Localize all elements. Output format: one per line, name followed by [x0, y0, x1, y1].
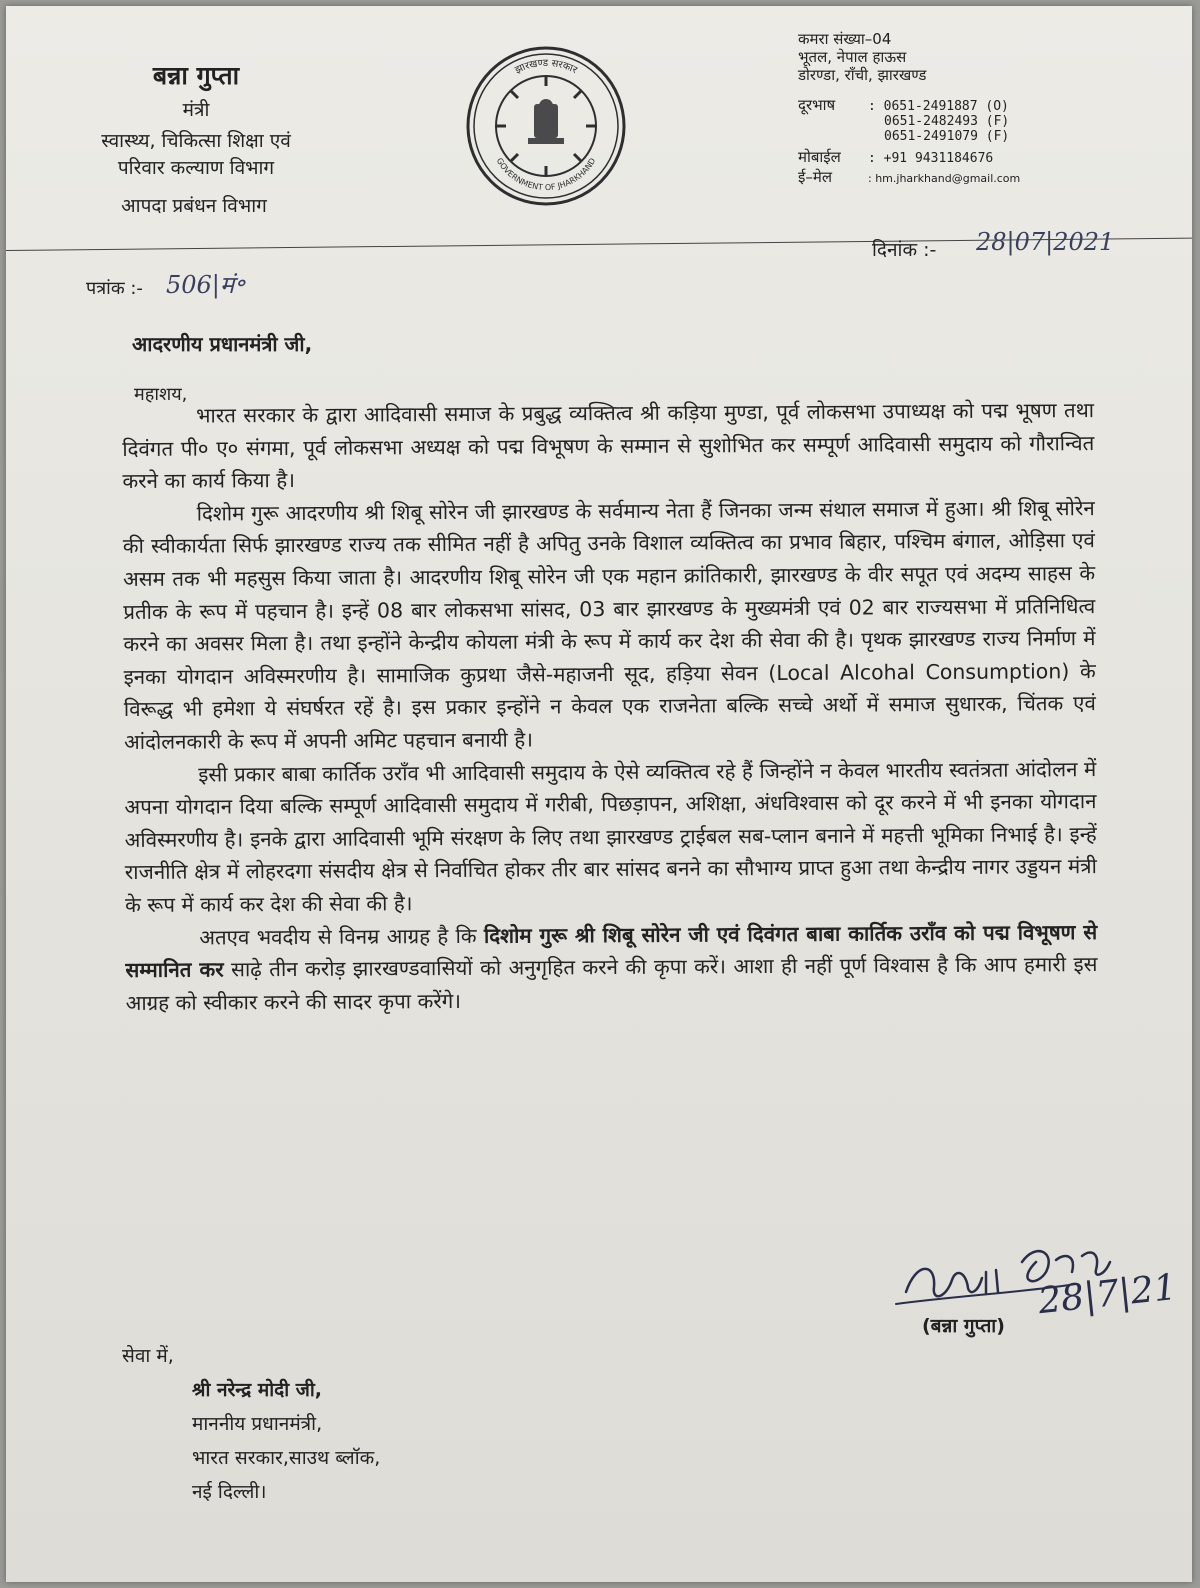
phone-number-2: 0651-2482493 (F)	[884, 114, 1010, 129]
request-rest: साढ़े तीन करोड़ झारखण्डवासियों को अनुगृहित करने की कृपा करें। आशा ही नहीं पूर्ण विश्वास है कि आप हमारी इस आग्रह को स्वीकार करने की सादर कृपा करेंगे।	[125, 952, 1098, 1015]
paragraph-2: दिशोम गुरू आदरणीय श्री शिबू सोरेन जी झारखण्ड के सर्वमान्य नेता हैं जिनका जन्म संथाल समाज में हुआ। श्री शिबू सोरेन की स्वीकार्यता सिर्फ झारखण्ड राज्य तक सीमित नहीं है अपितु उनके विशाल व्यक्तित्व का प्रभाव बिहार, पश्चिम बंगाल, ओड़िसा एवं असम तक भी महसुस किया जाता है। आदरणीय शिबू सोरेन जी एक महान क्रांतिकारी, झारखण्ड के वीर सपूत एवं अदम्य साहस के प्रतीक के रूप में पहचान है। इन्हें 08 बार लोकसभा सांसद, 03 बार झारखण्ड के मुख्यमंत्री एवं 02 बार राज्यसभा में प्रतिनिधित्व करने का अवसर मिला है। तथा इन्होंने केन्द्रीय कोयला मंत्री के रूप में कार्य कर देश की सेवा की है। पृथक झारखण्ड राज्य निर्माण में इनका योगदान अविस्मरणीय है। सामाजिक कुप्रथा जैसे-महाजनी सूद, हड़िया सेवन (Local Alcohal Consumption) के विरूद्ध भी हमेशा ये संघर्षरत रहें है। इस प्रकार इन्होंने न केवल एक राजनेता बल्कि सच्चे अर्थो में समाज सुधारक, चिंतक एवं आंदोलनकारी के रूप में अपनी अमिट पहचान बनायी है।	[122, 495, 1096, 754]
date-label: दिनांक :-	[872, 239, 937, 261]
salutation: आदरणीय प्रधानमंत्री जी,	[132, 332, 313, 356]
department-line-3: आपदा प्रबंधन विभाग	[121, 195, 267, 217]
handwritten-date: 28|07|2021	[976, 228, 1115, 256]
phone-number-1: : 0651-2491887 (O)	[868, 99, 1009, 114]
addressee-designation: माननीय प्रधानमंत्री,	[192, 1413, 323, 1435]
address-line-1: कमरा संख्या–04	[798, 30, 892, 48]
handwritten-reference-number: 506|मं॰	[166, 271, 245, 299]
reference-label: पत्रांक :-	[86, 278, 143, 299]
paragraph-4	[125, 916, 1098, 1020]
minister-role: मंत्री	[182, 99, 210, 121]
addressee-city: नई दिल्ली।	[192, 1481, 267, 1503]
jharkhand-government-seal-icon	[464, 44, 628, 208]
request-lead: अतएव भवदीय से विनम्र आग्रह है कि	[199, 923, 477, 950]
office-address	[798, 30, 926, 84]
address-line-3: डोरण्डा, राँची, झारखण्ड	[798, 66, 927, 84]
request-highlight: दिशोम गुरू श्री शिबू सोरेन जी एवं दिवंगत बाबा कार्तिक उराँव को पद्म विभूषण से सम्मानित कर	[125, 919, 1098, 983]
address-line-2: भूतल, नेपाल हाऊस	[798, 48, 907, 66]
phone-number-3: 0651-2491079 (F)	[884, 129, 1010, 144]
department-line-2: परिवार कल्याण विभाग	[117, 157, 275, 179]
phone-label: दूरभाष	[798, 96, 836, 114]
department-line-1: स्वास्थ्य, चिकित्सा शिक्षा एवं	[101, 130, 291, 152]
greeting: महाशय,	[134, 384, 188, 405]
letter-body	[122, 394, 1098, 1019]
addressee-label: सेवा में,	[122, 1345, 174, 1367]
department-name	[66, 128, 326, 182]
paragraph-3: इसी प्रकार बाबा कार्तिक उराँव भी आदिवासी समुदाय के ऐसे व्यक्तित्व रहे हैं जिन्होंने न केवल भारतीय स्वतंत्रता आंदोलन में अपना योगदान दिया बल्कि सम्पूर्ण आदिवासी समुदाय में गरीबी, पिछड़ापन, अशिक्षा, अंधविश्वास को दूर करने में भी इनका योगदान अविस्मरणीय है। इनके द्वारा आदिवासी भूमि संरक्षण के लिए तथा झारखण्ड ट्राईबल सब-प्लान बनाने में महत्ती भूमिका निभाई है। इन्हें राजनीति क्षेत्र में लोहरदगा संसदीय क्षेत्र से निर्वाचित होकर तीर बार सांसद बनने का सौभाग्य प्राप्त हुआ तथा केन्द्रीय नागर उड्डयन मंत्री के रूप में कार्य कर देश की सेवा की है।	[124, 756, 1097, 917]
signature-date: 28|7|21	[1036, 1266, 1179, 1323]
addressee-name: श्री नरेन्द्र मोदी जी,	[192, 1379, 323, 1401]
svg-text:झारखण्ड सरकार: झारखण्ड सरकार	[513, 57, 579, 77]
email-address: : hm.jharkhand@gmail.com	[868, 172, 1021, 185]
minister-name: बन्ना गुप्ता	[152, 61, 240, 90]
letter-page	[6, 6, 1192, 1582]
addressee-office: भारत सरकार,साउथ ब्लॉक,	[192, 1447, 381, 1469]
contact-block	[798, 98, 1020, 186]
signatory-name: (बन्ना गुप्ता)	[922, 1315, 1005, 1337]
paragraph-1: भारत सरकार के द्वारा आदिवासी समाज के प्रबुद्ध व्यक्तित्व श्री कड़िया मुण्डा, पूर्व लोकसभा उपाध्यक्ष को पद्म भूषण तथा दिवंगत पी० ए० संगमा, पूर्व लोकसभा अध्यक्ष को पद्म विभूषण के सम्मान से सुशोभित कर सम्पूर्ण आदिवासी समुदाय को गौरान्वित करने का कार्य किया है।	[122, 398, 1095, 494]
svg-text:GOVERNMENT OF JHARKHAND: GOVERNMENT OF JHARKHAND	[494, 156, 598, 193]
mobile-label: मोबाईल	[798, 148, 841, 166]
email-label: ई–मेल	[798, 168, 833, 186]
mobile-number: : +91 9431184676	[868, 151, 994, 166]
